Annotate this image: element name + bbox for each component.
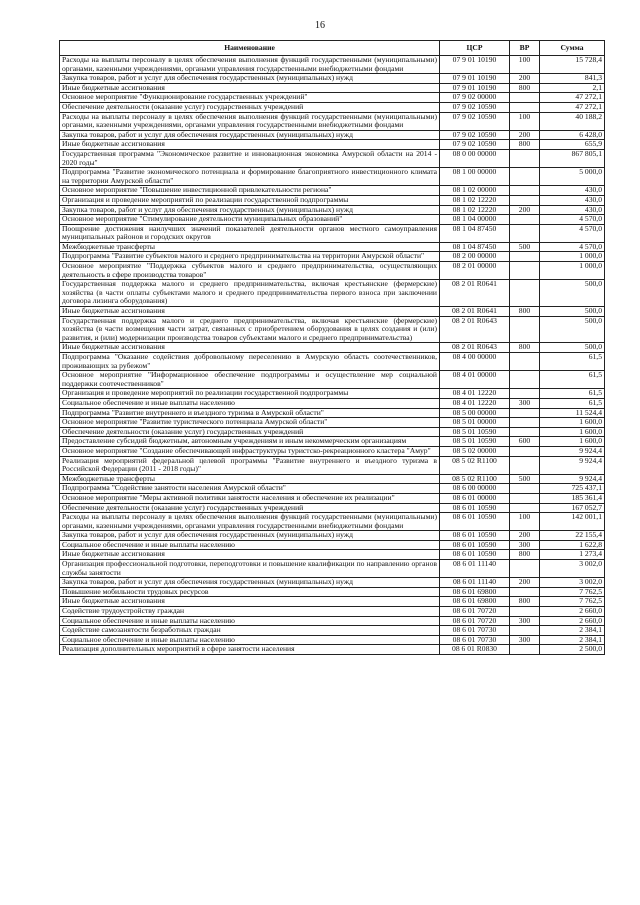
cell-csr: 08 5 01 10590	[440, 427, 510, 437]
cell-vr: 100	[510, 56, 540, 74]
cell-sum: 2 384,1	[540, 635, 605, 645]
cell-name: Закупка товаров, работ и услуг для обеспечения государственных (муниципальных) нужд	[60, 205, 440, 215]
table-row	[60, 474, 605, 484]
cell-csr: 08 6 01 10590	[440, 531, 510, 541]
cell-vr: 800	[510, 550, 540, 560]
cell-name: Подпрограмма "Развитие экономического потенциала и формирование благоприятного инвестиционного климата на территории Амурской области"	[60, 168, 440, 186]
column-header-vr: ВР	[510, 41, 540, 56]
cell-vr	[510, 645, 540, 655]
cell-name: Социальное обеспечение и иные выплаты населению	[60, 616, 440, 626]
cell-name: Государственная поддержка малого и среднего предпринимательства, включая крестьянские (фермерские) хозяйства (в части возмещения части затрат, связанных с приобретением оборудования в целях создания и (или) развития, и (или) модернизации производства товаров субъектами малого и среднего предпринимательства)	[60, 316, 440, 343]
table-row	[60, 398, 605, 408]
table-row	[60, 437, 605, 447]
cell-csr: 08 1 04 87450	[440, 224, 510, 242]
table-row	[60, 408, 605, 418]
cell-name: Расходы на выплаты персоналу в целях обеспечения выполнения функций государственными (муниципальными) органами, казенными учреждениями, органами управления государственными внебюджетными фондами	[60, 56, 440, 74]
cell-name: Основное мероприятие "Меры активной политики занятости населения и обеспечение их реализации"	[60, 493, 440, 503]
cell-name: Иные бюджетные ассигнования	[60, 83, 440, 93]
table-row	[60, 503, 605, 513]
cell-vr: 200	[510, 130, 540, 140]
table-row	[60, 83, 605, 93]
cell-sum: 2 660,0	[540, 607, 605, 617]
cell-vr	[510, 252, 540, 262]
table-row	[60, 389, 605, 399]
cell-sum: 1 273,4	[540, 550, 605, 560]
cell-name: Основное мероприятие "Поддержка субъектов малого и среднего предпринимательства, осуществляющих деятельность в сфере производства товаров"	[60, 262, 440, 280]
cell-name: Закупка товаров, работ и услуг для обеспечения государственных (муниципальных) нужд	[60, 531, 440, 541]
cell-name: Иные бюджетные ассигнования	[60, 343, 440, 353]
cell-sum: 500,0	[540, 316, 605, 343]
cell-csr: 08 1 02 00000	[440, 186, 510, 196]
cell-vr: 800	[510, 597, 540, 607]
cell-vr	[510, 484, 540, 494]
cell-sum: 5 000,0	[540, 168, 605, 186]
cell-vr: 600	[510, 437, 540, 447]
cell-sum: 2 500,0	[540, 645, 605, 655]
cell-vr: 800	[510, 140, 540, 150]
cell-csr: 08 6 01 70720	[440, 616, 510, 626]
cell-sum: 4 570,0	[540, 215, 605, 225]
cell-name: Иные бюджетные ассигнования	[60, 550, 440, 560]
table-row	[60, 353, 605, 371]
cell-name: Предоставление субсидий бюджетным, автономным учреждениям и иным некоммерческим организациям	[60, 437, 440, 447]
cell-csr: 08 2 01 R0641	[440, 307, 510, 317]
cell-sum: 61,5	[540, 398, 605, 408]
cell-sum: 655,9	[540, 140, 605, 150]
table-row	[60, 484, 605, 494]
cell-csr: 08 2 01 R0643	[440, 343, 510, 353]
cell-vr	[510, 456, 540, 474]
cell-name: Социальное обеспечение и иные выплаты населению	[60, 540, 440, 550]
cell-vr: 300	[510, 540, 540, 550]
cell-sum: 11 524,4	[540, 408, 605, 418]
cell-sum: 7 762,5	[540, 587, 605, 597]
table-row	[60, 102, 605, 112]
cell-vr: 300	[510, 635, 540, 645]
table-row	[60, 607, 605, 617]
cell-name: Основное мероприятие "Развитие туристического потенциала Амурской области"	[60, 418, 440, 428]
cell-vr	[510, 316, 540, 343]
cell-csr: 08 6 01 10590	[440, 503, 510, 513]
cell-sum: 430,0	[540, 205, 605, 215]
table-row	[60, 149, 605, 167]
cell-csr: 07 9 02 10590	[440, 140, 510, 150]
cell-sum: 841,3	[540, 74, 605, 84]
cell-csr: 08 1 02 12220	[440, 195, 510, 205]
cell-name: Содействие трудоустройству граждан	[60, 607, 440, 617]
cell-csr: 08 6 01 69800	[440, 587, 510, 597]
cell-csr: 08 6 01 00000	[440, 493, 510, 503]
cell-sum: 500,0	[540, 343, 605, 353]
cell-name: Расходы на выплаты персоналу в целях обеспечения выполнения функций государственными (муниципальными) органами, казенными учреждениями, органами управления государственными внебюджетными фондами	[60, 513, 440, 531]
cell-name: Подпрограмма "Развитие субъектов малого и среднего предпринимательства на территории Амурской области"	[60, 252, 440, 262]
cell-sum: 4 570,0	[540, 224, 605, 242]
table-row	[60, 215, 605, 225]
budget-table	[59, 40, 605, 655]
cell-vr: 800	[510, 83, 540, 93]
cell-csr: 07 9 02 10590	[440, 130, 510, 140]
cell-csr: 08 1 04 87450	[440, 242, 510, 252]
cell-sum: 142 001,1	[540, 513, 605, 531]
cell-name: Организация и проведение мероприятий по реализации государственной подпрограммы	[60, 389, 440, 399]
cell-name: Реализация дополнительных мероприятий в сфере занятости населения	[60, 645, 440, 655]
cell-csr: 08 6 01 69800	[440, 597, 510, 607]
cell-sum: 47 272,1	[540, 102, 605, 112]
cell-csr: 07 9 01 10190	[440, 74, 510, 84]
cell-name: Закупка товаров, работ и услуг для обеспечения государственных (муниципальных) нужд	[60, 130, 440, 140]
cell-vr	[510, 503, 540, 513]
page-number: 16	[315, 20, 325, 31]
cell-sum: 2 384,1	[540, 626, 605, 636]
cell-vr	[510, 195, 540, 205]
cell-vr	[510, 560, 540, 578]
cell-csr: 07 9 02 10590	[440, 112, 510, 130]
cell-csr: 08 6 01 10590	[440, 540, 510, 550]
table-row	[60, 74, 605, 84]
cell-vr: 100	[510, 112, 540, 130]
cell-csr: 08 6 01 11140	[440, 560, 510, 578]
table-row	[60, 140, 605, 150]
cell-csr: 08 6 01 R0830	[440, 645, 510, 655]
cell-csr: 07 9 02 10590	[440, 102, 510, 112]
cell-sum: 430,0	[540, 195, 605, 205]
table-row	[60, 343, 605, 353]
cell-csr: 08 0 00 00000	[440, 149, 510, 167]
cell-sum: 61,5	[540, 389, 605, 399]
cell-sum: 61,5	[540, 371, 605, 389]
cell-vr	[510, 262, 540, 280]
cell-sum: 61,5	[540, 353, 605, 371]
cell-sum: 15 728,4	[540, 56, 605, 74]
table-row	[60, 540, 605, 550]
cell-vr	[510, 389, 540, 399]
table-row	[60, 242, 605, 252]
table-header-row	[60, 41, 605, 56]
cell-vr: 500	[510, 474, 540, 484]
table-row	[60, 456, 605, 474]
cell-name: Иные бюджетные ассигнования	[60, 140, 440, 150]
cell-name: Основное мероприятие "Стимулирование деятельности муниципальных образований"	[60, 215, 440, 225]
cell-csr: 08 5 02 00000	[440, 446, 510, 456]
cell-sum: 40 188,2	[540, 112, 605, 130]
cell-name: Основное мероприятие "Повышение инвестиционной привлекательности региона"	[60, 186, 440, 196]
cell-sum: 430,0	[540, 186, 605, 196]
table-row	[60, 252, 605, 262]
cell-name: Содействие самозанятости безработных граждан	[60, 626, 440, 636]
table-row	[60, 513, 605, 531]
cell-sum: 9 924,4	[540, 446, 605, 456]
table-row	[60, 316, 605, 343]
table-row	[60, 616, 605, 626]
cell-csr: 08 5 02 R1100	[440, 474, 510, 484]
cell-sum: 167 052,7	[540, 503, 605, 513]
table-row	[60, 168, 605, 186]
cell-sum: 22 155,4	[540, 531, 605, 541]
cell-csr: 08 6 01 11140	[440, 578, 510, 588]
table-row	[60, 597, 605, 607]
table-row	[60, 550, 605, 560]
cell-csr: 08 6 00 00000	[440, 484, 510, 494]
cell-name: Основное мероприятие "Создание обеспечивающей инфраструктуры туристско-рекреационного кластера "Амур"	[60, 446, 440, 456]
cell-name: Межбюджетные трансферты	[60, 242, 440, 252]
table-row	[60, 224, 605, 242]
cell-sum: 867 805,1	[540, 149, 605, 167]
cell-name: Подпрограмма "Содействие занятости населения Амурской области"	[60, 484, 440, 494]
cell-vr: 200	[510, 531, 540, 541]
cell-csr: 08 5 02 R1100	[440, 456, 510, 474]
table-row	[60, 262, 605, 280]
cell-csr: 07 9 01 10190	[440, 83, 510, 93]
cell-vr: 800	[510, 307, 540, 317]
cell-name: Подпрограмма "Развитие внутреннего и въездного туризма в Амурской области"	[60, 408, 440, 418]
cell-csr: 08 5 00 00000	[440, 408, 510, 418]
cell-name: Организация и проведение мероприятий по реализации государственной подпрограммы	[60, 195, 440, 205]
table-row	[60, 371, 605, 389]
cell-vr: 300	[510, 616, 540, 626]
cell-vr	[510, 607, 540, 617]
cell-vr	[510, 408, 540, 418]
cell-vr	[510, 626, 540, 636]
cell-sum: 2 660,0	[540, 616, 605, 626]
table-row	[60, 130, 605, 140]
cell-vr: 200	[510, 74, 540, 84]
cell-vr	[510, 353, 540, 371]
cell-sum: 1 600,0	[540, 418, 605, 428]
cell-sum: 3 002,0	[540, 560, 605, 578]
cell-sum: 1 000,0	[540, 262, 605, 280]
cell-vr	[510, 280, 540, 307]
cell-csr: 08 6 01 10590	[440, 550, 510, 560]
cell-csr: 08 1 02 12220	[440, 205, 510, 215]
cell-csr: 08 6 01 70720	[440, 607, 510, 617]
cell-name: Основное мероприятие "Информационное обеспечение подпрограммы и осуществление мер социальной поддержки соотечественников"	[60, 371, 440, 389]
cell-sum: 9 924,4	[540, 456, 605, 474]
cell-name: Обеспечение деятельности (оказание услуг) государственных учреждений	[60, 427, 440, 437]
table-row	[60, 560, 605, 578]
cell-csr: 08 4 00 00000	[440, 353, 510, 371]
cell-vr	[510, 102, 540, 112]
cell-name: Реализация мероприятий федеральной целевой программы "Развитие внутреннего и въездного туризма в Российской Федерации (2011 - 2018 годы)"	[60, 456, 440, 474]
cell-csr: 08 2 01 00000	[440, 262, 510, 280]
cell-csr: 08 2 01 R0641	[440, 280, 510, 307]
cell-vr	[510, 446, 540, 456]
cell-csr: 08 4 01 12220	[440, 389, 510, 399]
table-body	[60, 56, 605, 655]
cell-name: Межбюджетные трансферты	[60, 474, 440, 484]
cell-vr	[510, 215, 540, 225]
cell-csr: 08 1 04 00000	[440, 215, 510, 225]
cell-vr: 300	[510, 398, 540, 408]
cell-csr: 07 9 01 10190	[440, 56, 510, 74]
table-row	[60, 635, 605, 645]
table-row	[60, 446, 605, 456]
table-row	[60, 418, 605, 428]
table-row	[60, 531, 605, 541]
cell-name: Иные бюджетные ассигнования	[60, 307, 440, 317]
cell-sum: 2,1	[540, 83, 605, 93]
cell-sum: 500,0	[540, 280, 605, 307]
cell-vr: 200	[510, 578, 540, 588]
cell-sum: 1 000,0	[540, 252, 605, 262]
cell-sum: 1 600,0	[540, 437, 605, 447]
table-row	[60, 587, 605, 597]
cell-csr: 08 4 01 00000	[440, 371, 510, 389]
cell-sum: 47 272,1	[540, 93, 605, 103]
cell-vr	[510, 168, 540, 186]
cell-vr: 200	[510, 205, 540, 215]
table-row	[60, 195, 605, 205]
cell-csr: 08 2 01 R0643	[440, 316, 510, 343]
cell-csr: 07 9 02 00000	[440, 93, 510, 103]
cell-csr: 08 6 01 10590	[440, 513, 510, 531]
cell-name: Основное мероприятие "Функционирование государственных учреждений"	[60, 93, 440, 103]
cell-name: Государственная поддержка малого и среднего предпринимательства, включая крестьянские (фермерские) хозяйства (в части оплаты субъектами малого и среднего предпринимательства первого взноса при заключении договора лизинга оборудования)	[60, 280, 440, 307]
cell-sum: 185 361,4	[540, 493, 605, 503]
cell-vr	[510, 93, 540, 103]
cell-vr	[510, 587, 540, 597]
table-row	[60, 205, 605, 215]
table-row	[60, 186, 605, 196]
cell-vr: 500	[510, 242, 540, 252]
cell-name: Подпрограмма "Оказание содействия добровольному переселению в Амурскую область соотечественников, проживающих за рубежом"	[60, 353, 440, 371]
cell-csr: 08 5 01 00000	[440, 418, 510, 428]
cell-name: Повышение мобильности трудовых ресурсов	[60, 587, 440, 597]
table-row	[60, 93, 605, 103]
column-header-name: Наименование	[60, 41, 440, 56]
cell-name: Обеспечение деятельности (оказание услуг) государственных учреждений	[60, 503, 440, 513]
cell-csr: 08 6 01 70730	[440, 635, 510, 645]
cell-csr: 08 4 01 12220	[440, 398, 510, 408]
cell-name: Закупка товаров, работ и услуг для обеспечения государственных (муниципальных) нужд	[60, 74, 440, 84]
cell-sum: 3 002,0	[540, 578, 605, 588]
cell-sum: 500,0	[540, 307, 605, 317]
cell-name: Расходы на выплаты персоналу в целях обеспечения выполнения функций государственными (муниципальными) органами, казенными учреждениями, органами управления государственными внебюджетными фондами	[60, 112, 440, 130]
cell-csr: 08 1 00 00000	[440, 168, 510, 186]
cell-vr: 100	[510, 513, 540, 531]
column-header-csr: ЦСР	[440, 41, 510, 56]
cell-sum: 1 622,8	[540, 540, 605, 550]
cell-name: Иные бюджетные ассигнования	[60, 597, 440, 607]
cell-vr: 800	[510, 343, 540, 353]
cell-csr: 08 5 01 10590	[440, 437, 510, 447]
table-row	[60, 578, 605, 588]
cell-vr	[510, 371, 540, 389]
cell-name: Государственная программа "Экономическое развитие и инновационная экономика Амурской области на 2014 - 2020 годы"	[60, 149, 440, 167]
cell-name: Закупка товаров, работ и услуг для обеспечения государственных (муниципальных) нужд	[60, 578, 440, 588]
cell-csr: 08 2 00 00000	[440, 252, 510, 262]
cell-sum: 9 924,4	[540, 474, 605, 484]
cell-sum: 725 437,1	[540, 484, 605, 494]
table-row	[60, 56, 605, 74]
table-row	[60, 493, 605, 503]
cell-sum: 7 762,5	[540, 597, 605, 607]
cell-name: Обеспечение деятельности (оказание услуг) государственных учреждений	[60, 102, 440, 112]
column-header-sum: Сумма	[540, 41, 605, 56]
table-row	[60, 626, 605, 636]
table-row	[60, 427, 605, 437]
table-row	[60, 307, 605, 317]
cell-vr	[510, 149, 540, 167]
cell-sum: 4 570,0	[540, 242, 605, 252]
cell-sum: 6 428,0	[540, 130, 605, 140]
cell-csr: 08 6 01 70730	[440, 626, 510, 636]
cell-name: Социальное обеспечение и иные выплаты населению	[60, 635, 440, 645]
cell-name: Организация профессиональной подготовки, переподготовки и повышение квалификации по направлению органов службы занятости	[60, 560, 440, 578]
cell-sum: 1 600,0	[540, 427, 605, 437]
cell-vr	[510, 186, 540, 196]
cell-name: Социальное обеспечение и иные выплаты населению	[60, 398, 440, 408]
cell-vr	[510, 418, 540, 428]
table-row	[60, 280, 605, 307]
table-row	[60, 645, 605, 655]
cell-vr	[510, 493, 540, 503]
table-row	[60, 112, 605, 130]
cell-name: Поощрение достижения наилучших значений показателей деятельности органов местного самоуправления муниципальных районов и городских округов	[60, 224, 440, 242]
cell-vr	[510, 224, 540, 242]
cell-vr	[510, 427, 540, 437]
